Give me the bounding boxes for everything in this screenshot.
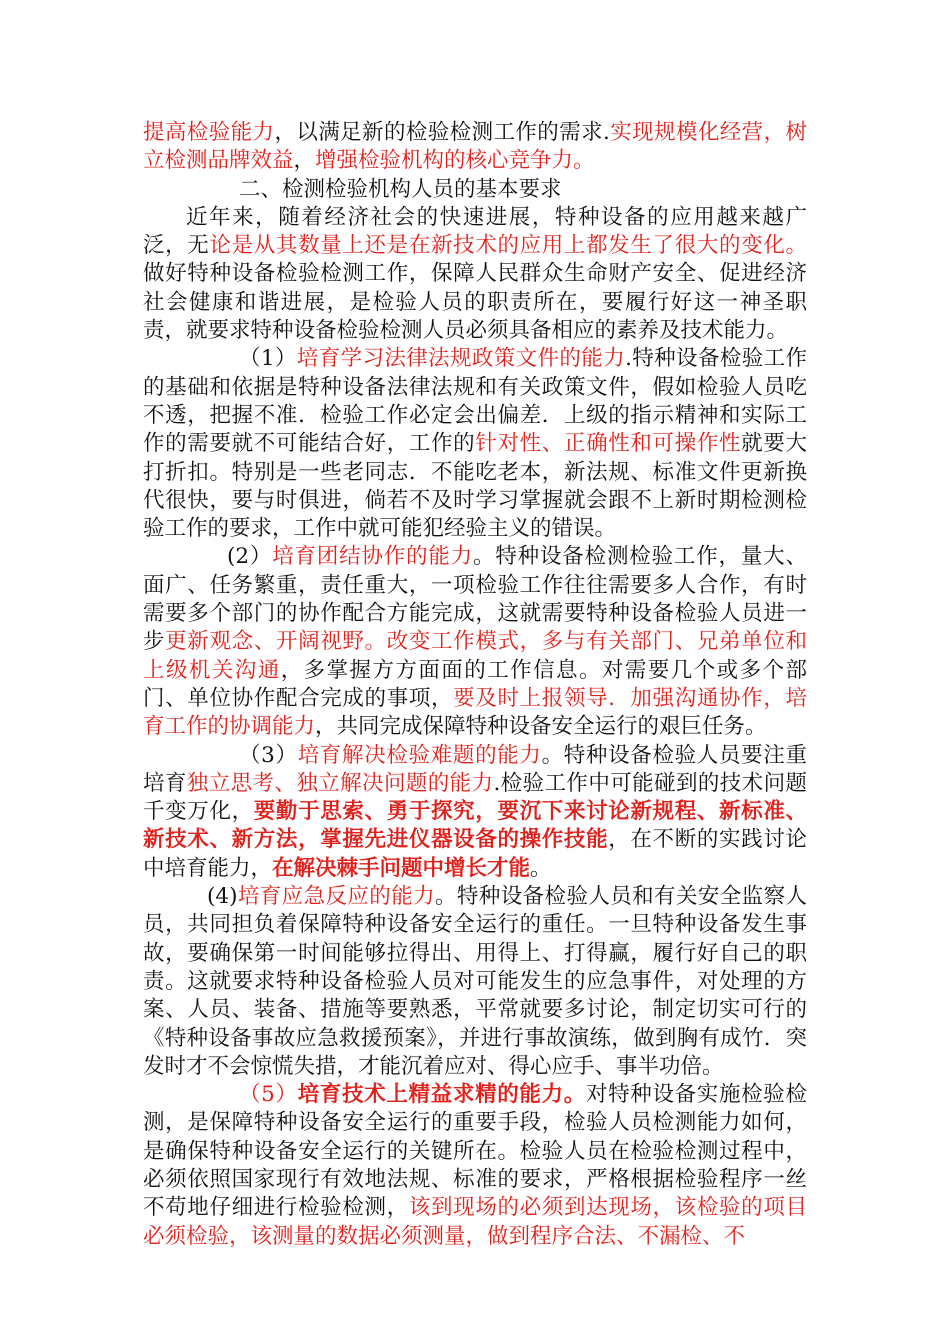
text-run: （3） xyxy=(239,742,298,768)
text-run: 。特种设备检测检验工作，量大、面广、任务繁重，责任重大，一项检验工作往往需要多人合作，有时需要多个部门的协作配合方能完成，这就需要特种设备检验人员进一步 xyxy=(143,544,807,655)
text-run: 。 xyxy=(530,855,552,881)
text-run: ，共同完成保障特种设备安全运行的艰巨任务。 xyxy=(315,714,767,740)
text-run: ，在不断的实践讨论中培育能力， xyxy=(143,827,807,881)
text-run: 。特种设备检验人员和有关安全监察人员，共同担负着保障特种设备安全运行的重任。一旦特种设备发生事故，要确保第一时间能够拉得出、用得上、打得赢，履行好自己的职责。这就要求特种设备检验人员对可能发生的应急事件，对处理的方案、人员、装备、措施等要熟悉，平常就要多讨论，制定切实可行的《特种设备事故应急救援预案》，并进行事故演练，做到胸有成竹．突发时才不会惊慌失措，才能沉着应对、得心应手、事半功倍。 xyxy=(143,884,807,1079)
highlighted-text: 培育学习法律法规政策文件的能力 xyxy=(296,346,626,372)
paragraph-item-5 xyxy=(143,1081,807,1251)
text-run: (4) xyxy=(207,884,238,910)
paragraph-item-3 xyxy=(143,742,807,883)
highlighted-text: 培育解决检验难题的能力 xyxy=(297,742,542,768)
paragraph-background xyxy=(143,204,807,345)
highlighted-text: 提高检验能力 xyxy=(143,120,275,145)
text-run: 就要大打折扣。特别是一些老同志．不能吃老本，新法规、标准文件更新换代很快，要与时俱进，倘若不及时学习掌握就会跟不上新时期检测检验工作的要求，工作中就可能犯经验主义的错误。 xyxy=(143,431,807,542)
highlighted-text: 培育团结协作的能力 xyxy=(272,544,474,570)
highlighted-text: 更新观念、开阔视野。改变工作模式，多与有关部门、兄弟单位和上级机关沟通 xyxy=(143,629,807,683)
text-run: ， xyxy=(293,148,316,174)
highlighted-text: 在解决棘手问题中增长才能 xyxy=(272,855,531,881)
text-run: 对特种设备实施检验检测，是保障特种设备安全运行的重要手段，检验人员检测能力如何，是确保特种设备安全运行的关键所在。检验人员在检验检测过程中，必须依照国家现行有效地法规、标准的要求，严格根据检验程序一丝不苟地仔细进行检验检测， xyxy=(143,1082,807,1221)
highlighted-text: 培育应急反应的能力 xyxy=(237,884,436,910)
paragraph-item-2 xyxy=(143,543,807,741)
highlighted-text: （5） xyxy=(239,1082,298,1108)
text-run: .特种设备检验工作的基础和依据是特种设备法律法规和有关政策文件，假如检验人员吃不透，把握不准．检验工作必定会出偏差．上级的指示精神和实际工作的需要就不可能结合好，工作的 xyxy=(143,346,807,457)
highlighted-text: 要勤于思索、勇于探究，要沉下来讨论新规程、新标准、新技术、新方法，掌握先进仪器设备的操作技能 xyxy=(143,799,807,853)
text-run: 近年来，随着经济社会的快速进展，特种设备的应用越来越广泛，无 xyxy=(143,204,807,259)
document-body xyxy=(143,119,807,1251)
highlighted-text: 实现规模化经营，树立检测品牌效益 xyxy=(143,120,807,174)
text-run: 。特种设备检验人员要注重培育 xyxy=(143,742,807,796)
highlighted-text: 论是从其数量上还是在新技术的应用上都发生了很大的变化。 xyxy=(209,233,807,259)
text-run: ，以满足新的检验检测工作的需求. xyxy=(274,120,610,145)
paragraph-item-1 xyxy=(143,345,807,543)
paragraph-intro xyxy=(143,119,807,176)
text-run: (2） xyxy=(227,544,273,570)
highlighted-text: 该到现场的必须到达现场，该检验的项目必须检验，该测量的数据必须测量，做到程序合法、不漏检、不 xyxy=(143,1195,807,1249)
text-run: .检验工作中可能碰到的技术问题千变万化， xyxy=(143,770,807,825)
highlighted-text: 针对性、正确性和可操作性 xyxy=(475,431,742,457)
highlighted-text: 独立思考、独立解决问题的能力 xyxy=(186,770,494,796)
highlighted-text: 培育技术上精益求精的能力。 xyxy=(297,1082,586,1108)
paragraph-item-4 xyxy=(143,883,807,1081)
text-run: 做好特种设备检验检测工作，保障人民群众生命财产安全、促进经济社会健康和谐进展，是检验人员的职责所在，要履行好这一神圣职责，就要求特种设备检验检测人员必须具备相应的素养及技术能力。 xyxy=(143,261,807,344)
highlighted-text: 要及时上报领导．加强沟通协作，培育工作的协调能力 xyxy=(143,685,807,740)
section-heading: 二、检测检验机构人员的基本要求 xyxy=(239,176,562,202)
text-run: ，多掌握方方面面的工作信息。对需要几个或多个部门、单位协作配合完成的事项， xyxy=(143,657,807,711)
text-run: （1） xyxy=(239,346,297,372)
highlighted-text: 增强检验机构的核心竞争力。 xyxy=(315,148,595,174)
